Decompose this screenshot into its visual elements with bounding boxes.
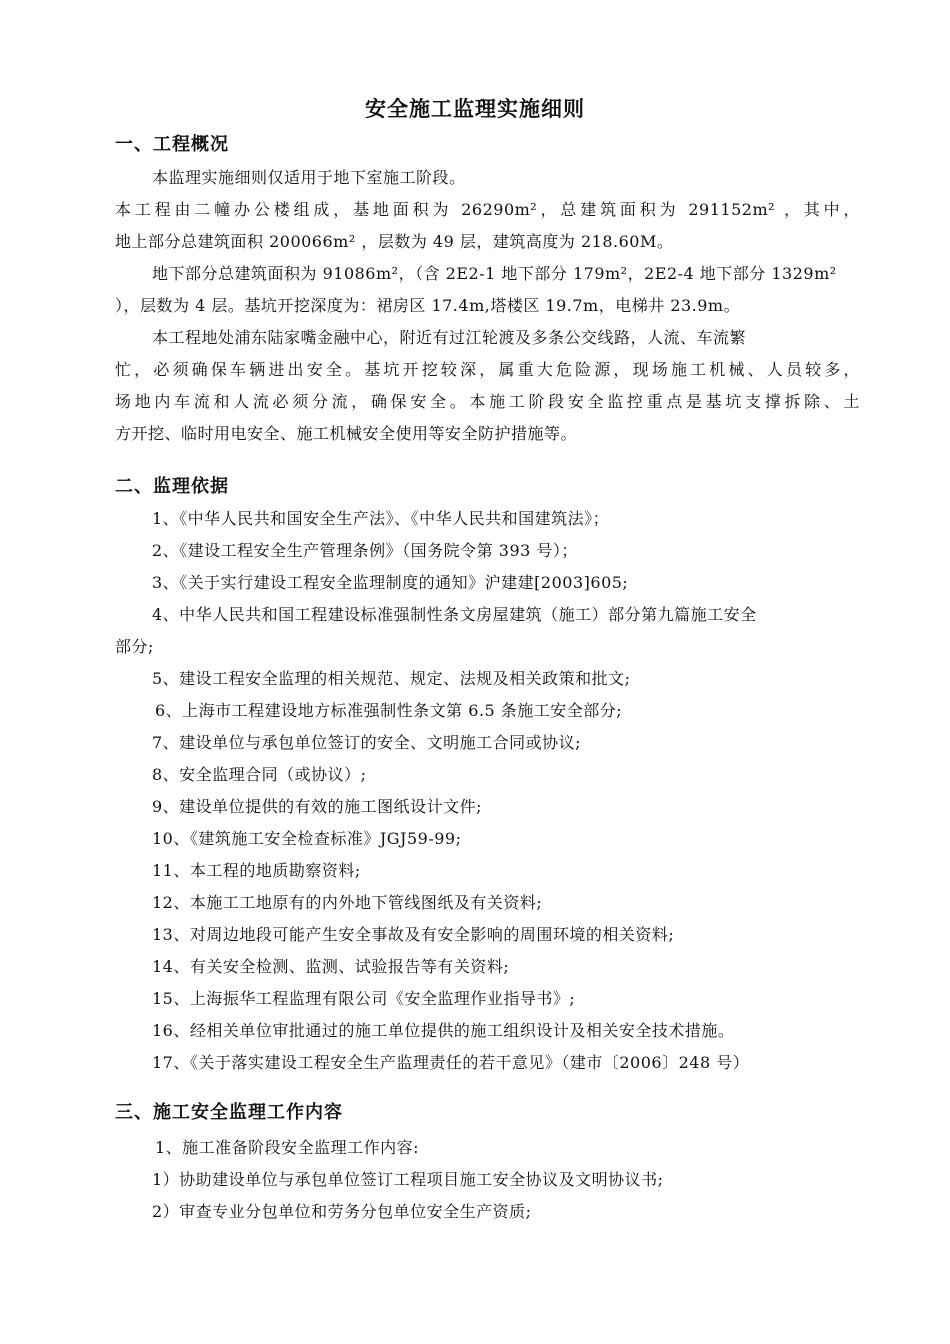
document-title: 安全施工监理实施细则 bbox=[365, 97, 585, 121]
list-item: 5、建设工程安全监理的相关规范、规定、法规及相关政策和批文; bbox=[152, 669, 631, 688]
paragraph-line: ），层数为 4 层。基坑开挖深度为：裙房区 17.4m,塔楼区 19.7m，电梯井 23.9m。 bbox=[115, 296, 741, 315]
list-item: 6、上海市工程建设地方标准强制性条文第 6.5 条施工安全部分; bbox=[155, 701, 623, 720]
list-item: 2）审查专业分包单位和劳务分包单位安全生产资质; bbox=[152, 1202, 532, 1221]
paragraph-line: 方开挖、临时用电安全、施工机械安全使用等安全防护措施等。 bbox=[115, 424, 578, 443]
list-item: 8、安全监理合同（或协议）; bbox=[152, 765, 367, 784]
list-item: 13、对周边地段可能产生安全事故及有安全影响的周围环境的相关资料; bbox=[152, 925, 675, 944]
list-item: 7、建设单位与承包单位签订的安全、文明施工合同或协议; bbox=[152, 733, 582, 752]
paragraph-line: 本监理实施细则仅适用于地下室施工阶段。 bbox=[152, 168, 466, 187]
list-item: 9、建设单位提供的有效的施工图纸设计文件; bbox=[152, 797, 483, 816]
paragraph-line: 地上部分总建筑面积 200066m² ，层数为 49 层，建筑高度为 218.60M。 bbox=[115, 232, 674, 251]
list-item: 2、《建设工程安全生产管理条例》（国务院令第 393 号）； bbox=[152, 541, 578, 560]
paragraph-line: 本工程地处浦东陆家嘴金融中心，附近有过江轮渡及多条公交线路，人流、车流繁 bbox=[152, 328, 747, 347]
list-item: 10、《建筑施工安全检查标准》JGJ59-99; bbox=[152, 829, 462, 848]
list-item: 4、中华人民共和国工程建设标准强制性条文房屋建筑（施工）部分第九篇施工安全 bbox=[152, 605, 757, 624]
list-item: 16、经相关单位审批通过的施工单位提供的施工组织设计及相关安全技术措施。 bbox=[152, 1021, 735, 1040]
paragraph-line: 地下部分总建筑面积为 91086m²，（含 2E2-1 地下部分 179m²，2E2-4 地下部分 1329m² bbox=[152, 264, 837, 283]
paragraph-line: 忙，必须确保车辆进出安全。基坑开挖较深，属重大危险源，现场施工机械、人员较多， bbox=[115, 360, 860, 379]
section-heading-overview: 一、工程概况 bbox=[115, 134, 229, 155]
paragraph-line: 本工程由二幢办公楼组成，基地面积为 26290m²，总建筑面积为 291152m² ，其中， bbox=[115, 200, 860, 219]
list-item: 1、施工准备阶段安全监理工作内容: bbox=[155, 1138, 420, 1157]
list-item: 12、本施工工地原有的内外地下管线图纸及有关资料; bbox=[152, 893, 543, 912]
section-heading-basis: 二、监理依据 bbox=[115, 476, 229, 497]
list-item: 11、本工程的地质勘察资料; bbox=[152, 861, 361, 880]
list-item: 15、上海振华工程监理有限公司《安全监理作业指导书》; bbox=[152, 989, 576, 1008]
list-item: 1、《中华人民共和国安全生产法》、《中华人民共和国建筑法》； bbox=[152, 509, 610, 528]
list-item: 17、《关于落实建设工程安全生产监理责任的若干意见》（建市〔2006〕248 号） bbox=[152, 1053, 750, 1072]
list-item: 3、《关于实行建设工程安全监理制度的通知》沪建建[2003]605; bbox=[152, 573, 629, 592]
list-item: 部分; bbox=[115, 637, 154, 656]
list-item: 1）协助建设单位与承包单位签订工程项目施工安全协议及文明协议书; bbox=[152, 1170, 664, 1189]
section-heading-work-content: 三、施工安全监理工作内容 bbox=[115, 1102, 343, 1123]
list-item: 14、有关安全检测、监测、试验报告等有关资料; bbox=[152, 957, 510, 976]
paragraph-line: 场地内车流和人流必须分流，确保安全。本施工阶段安全监控重点是基坑支撑拆除、土 bbox=[115, 392, 860, 411]
